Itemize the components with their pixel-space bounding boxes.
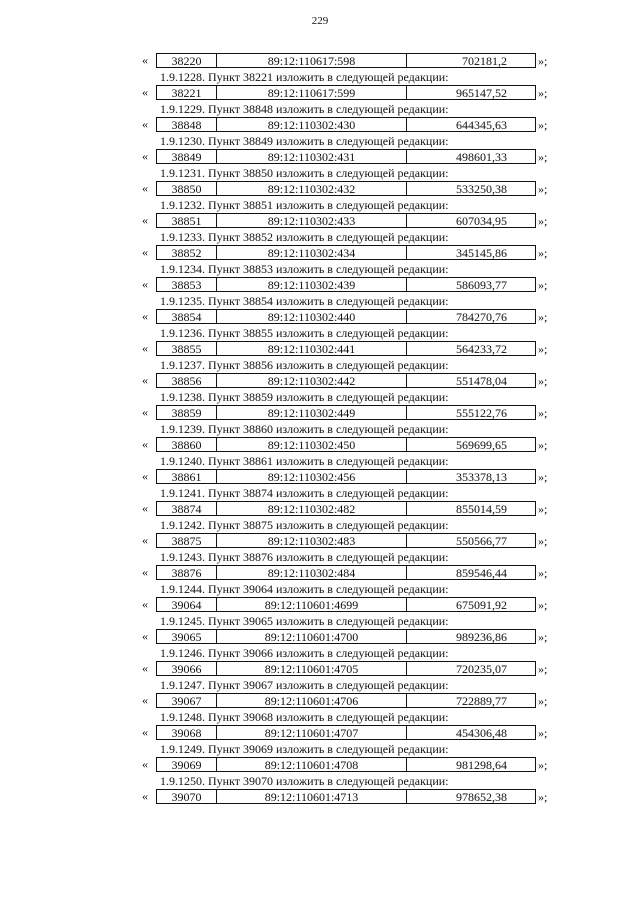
item-number-cell: 38850 [157,182,217,195]
cadastral-number-cell: 89:12:110601:4713 [217,790,407,803]
item-number-cell: 38851 [157,214,217,227]
table-row [0,147,640,167]
amendment-instruction: 1.9.1248. Пункт 39068 изложить в следующей редакции: [160,710,449,724]
table-cells [156,597,536,612]
item-number-cell: 38860 [157,438,217,451]
cadastral-number-cell: 89:12:110601:4699 [217,598,407,611]
cadastral-number-cell: 89:12:110601:4708 [217,758,407,771]
table-cells [156,757,536,772]
quote-open: « [142,85,148,99]
table-row [0,307,640,327]
cadastral-number-cell: 89:12:110302:484 [217,566,407,579]
table-cells [156,85,536,100]
amendment-instruction: 1.9.1249. Пункт 39069 изложить в следующей редакции: [160,742,449,756]
cadastral-value-cell: 498601,33 [456,150,507,163]
quote-close: »; [538,598,548,612]
table-row [0,467,640,487]
cadastral-number-cell: 89:12:110302:441 [217,342,407,355]
quote-close: »; [538,470,548,484]
table-row [0,115,640,135]
item-number-cell: 38853 [157,278,217,291]
quote-close: »; [538,310,548,324]
table-row [0,51,640,71]
table-row [0,243,640,263]
table-cells [156,437,536,452]
table-row [0,83,640,103]
quote-close: »; [538,694,548,708]
cadastral-value-cell: 555122,76 [456,406,507,419]
amendment-instruction: 1.9.1229. Пункт 38848 изложить в следующей редакции: [160,102,449,116]
amendment-instruction: 1.9.1246. Пункт 39066 изложить в следующей редакции: [160,646,449,660]
table-cells [156,533,536,548]
cadastral-number-cell: 89:12:110617:598 [217,54,407,67]
table-cells [156,213,536,228]
page-number: 229 [311,15,329,27]
table-row [0,659,640,679]
quote-close: »; [538,182,548,196]
quote-open: « [142,533,148,547]
quote-open: « [142,245,148,259]
table-row [0,403,640,423]
quote-close: »; [538,438,548,452]
quote-close: »; [538,214,548,228]
cadastral-number-cell: 89:12:110302:456 [217,470,407,483]
table-row [0,499,640,519]
quote-close: »; [538,86,548,100]
table-cells [156,373,536,388]
cadastral-value-cell: 722889,77 [456,694,507,707]
quote-open: « [142,661,148,675]
cadastral-number-cell: 89:12:110302:483 [217,534,407,547]
cadastral-number-cell: 89:12:110601:4707 [217,726,407,739]
quote-open: « [142,565,148,579]
amendment-instruction: 1.9.1231. Пункт 38850 изложить в следующей редакции: [160,166,449,180]
amendment-instruction: 1.9.1235. Пункт 38854 изложить в следующей редакции: [160,294,449,308]
quote-open: « [142,437,148,451]
quote-open: « [142,469,148,483]
cadastral-number-cell: 89:12:110601:4705 [217,662,407,675]
table-cells [156,341,536,356]
cadastral-value-cell: 720235,07 [456,662,507,675]
cadastral-value-cell: 607034,95 [456,214,507,227]
table-cells [156,501,536,516]
amendment-instruction: 1.9.1240. Пункт 38861 изложить в следующей редакции: [160,454,449,468]
item-number-cell: 38859 [157,406,217,419]
quote-close: »; [538,374,548,388]
item-number-cell: 38221 [157,86,217,99]
cadastral-value-cell: 855014,59 [456,502,507,515]
quote-close: »; [538,726,548,740]
table-row [0,371,640,391]
item-number-cell: 38855 [157,342,217,355]
item-number-cell: 39068 [157,726,217,739]
cadastral-value-cell: 784270,76 [456,310,507,323]
quote-open: « [142,373,148,387]
quote-open: « [142,725,148,739]
cadastral-value-cell: 564233,72 [456,342,507,355]
amendment-instruction: 1.9.1237. Пункт 38856 изложить в следующей редакции: [160,358,449,372]
table-cells [156,309,536,324]
quote-close: »; [538,790,548,804]
cadastral-number-cell: 89:12:110601:4700 [217,630,407,643]
quote-open: « [142,405,148,419]
cadastral-value-cell: 533250,38 [456,182,507,195]
quote-open: « [142,277,148,291]
cadastral-number-cell: 89:12:110302:434 [217,246,407,259]
table-cells [156,277,536,292]
quote-close: »; [538,246,548,260]
item-number-cell: 38854 [157,310,217,323]
cadastral-number-cell: 89:12:110302:449 [217,406,407,419]
table-cells [156,469,536,484]
table-row [0,723,640,743]
amendment-instruction: 1.9.1242. Пункт 38875 изложить в следующей редакции: [160,518,449,532]
cadastral-value-cell: 978652,38 [456,790,507,803]
table-cells [156,181,536,196]
cadastral-value-cell: 644345,63 [456,118,507,131]
quote-close: »; [538,662,548,676]
quote-open: « [142,597,148,611]
quote-open: « [142,117,148,131]
cadastral-value-cell: 675091,92 [456,598,507,611]
cadastral-value-cell: 981298,64 [456,758,507,771]
cadastral-value-cell: 586093,77 [456,278,507,291]
quote-close: »; [538,630,548,644]
item-number-cell: 39067 [157,694,217,707]
quote-open: « [142,181,148,195]
table-cells [156,149,536,164]
item-number-cell: 39066 [157,662,217,675]
quote-close: »; [538,342,548,356]
amendment-instruction: 1.9.1238. Пункт 38859 изложить в следующей редакции: [160,390,449,404]
item-number-cell: 38848 [157,118,217,131]
quote-close: »; [538,502,548,516]
quote-close: »; [538,278,548,292]
cadastral-number-cell: 89:12:110302:431 [217,150,407,163]
quote-close: »; [538,118,548,132]
amendment-instruction: 1.9.1234. Пункт 38853 изложить в следующей редакции: [160,262,449,276]
table-row [0,339,640,359]
quote-open: « [142,341,148,355]
cadastral-value-cell: 989236,86 [456,630,507,643]
item-number-cell: 39065 [157,630,217,643]
cadastral-number-cell: 89:12:110302:430 [217,118,407,131]
cadastral-value-cell: 454306,48 [456,726,507,739]
amendment-instruction: 1.9.1247. Пункт 39067 изложить в следующей редакции: [160,678,449,692]
amendment-instruction: 1.9.1244. Пункт 39064 изложить в следующей редакции: [160,582,449,596]
table-row [0,755,640,775]
table-row [0,787,640,807]
quote-close: »; [538,150,548,164]
item-number-cell: 38876 [157,566,217,579]
table-row [0,531,640,551]
cadastral-value-cell: 965147,52 [456,86,507,99]
table-cells [156,629,536,644]
quote-open: « [142,213,148,227]
item-number-cell: 38874 [157,502,217,515]
table-row [0,595,640,615]
table-row [0,627,640,647]
quote-close: »; [538,566,548,580]
cadastral-value-cell: 550566,77 [456,534,507,547]
table-cells [156,725,536,740]
item-number-cell: 39070 [157,790,217,803]
cadastral-number-cell: 89:12:110302:482 [217,502,407,515]
cadastral-value-cell: 569699,65 [456,438,507,451]
quote-open: « [142,629,148,643]
cadastral-number-cell: 89:12:110617:599 [217,86,407,99]
table-row [0,563,640,583]
item-number-cell: 38852 [157,246,217,259]
cadastral-value-cell: 551478,04 [456,374,507,387]
cadastral-number-cell: 89:12:110302:439 [217,278,407,291]
amendment-instruction: 1.9.1228. Пункт 38221 изложить в следующей редакции: [160,70,449,84]
quote-close: »; [538,54,548,68]
cadastral-number-cell: 89:12:110601:4706 [217,694,407,707]
table-row [0,211,640,231]
amendment-instruction: 1.9.1230. Пункт 38849 изложить в следующей редакции: [160,134,449,148]
table-row [0,691,640,711]
quote-open: « [142,789,148,803]
table-row [0,275,640,295]
item-number-cell: 38856 [157,374,217,387]
cadastral-number-cell: 89:12:110302:442 [217,374,407,387]
cadastral-value-cell: 702181,2 [462,54,507,67]
table-cells [156,405,536,420]
table-cells [156,117,536,132]
amendment-instruction: 1.9.1232. Пункт 38851 изложить в следующей редакции: [160,198,449,212]
cadastral-number-cell: 89:12:110302:432 [217,182,407,195]
quote-close: »; [538,758,548,772]
cadastral-number-cell: 89:12:110302:440 [217,310,407,323]
amendment-instruction: 1.9.1236. Пункт 38855 изложить в следующей редакции: [160,326,449,340]
quote-open: « [142,693,148,707]
table-cells [156,693,536,708]
quote-close: »; [538,534,548,548]
table-cells [156,789,536,804]
quote-close: »; [538,406,548,420]
quote-open: « [142,309,148,323]
cadastral-number-cell: 89:12:110302:433 [217,214,407,227]
table-row [0,435,640,455]
amendment-instruction: 1.9.1245. Пункт 39065 изложить в следующей редакции: [160,614,449,628]
cadastral-number-cell: 89:12:110302:450 [217,438,407,451]
amendment-instruction: 1.9.1233. Пункт 38852 изложить в следующей редакции: [160,230,449,244]
cadastral-value-cell: 353378,13 [456,470,507,483]
item-number-cell: 38861 [157,470,217,483]
cadastral-value-cell: 859546,44 [456,566,507,579]
quote-open: « [142,757,148,771]
amendment-instruction: 1.9.1239. Пункт 38860 изложить в следующей редакции: [160,422,449,436]
table-cells [156,565,536,580]
quote-open: « [142,53,148,67]
amendment-instruction: 1.9.1243. Пункт 38876 изложить в следующей редакции: [160,550,449,564]
amendment-instruction: 1.9.1241. Пункт 38874 изложить в следующей редакции: [160,486,449,500]
cadastral-value-cell: 345145,86 [456,246,507,259]
quote-open: « [142,501,148,515]
item-number-cell: 38220 [157,54,217,67]
amendment-instruction: 1.9.1250. Пункт 39070 изложить в следующей редакции: [160,774,449,788]
item-number-cell: 39069 [157,758,217,771]
quote-open: « [142,149,148,163]
item-number-cell: 38849 [157,150,217,163]
table-cells [156,53,536,68]
item-number-cell: 39064 [157,598,217,611]
table-cells [156,245,536,260]
amendment-list [0,51,640,807]
item-number-cell: 38875 [157,534,217,547]
table-row [0,179,640,199]
table-cells [156,661,536,676]
